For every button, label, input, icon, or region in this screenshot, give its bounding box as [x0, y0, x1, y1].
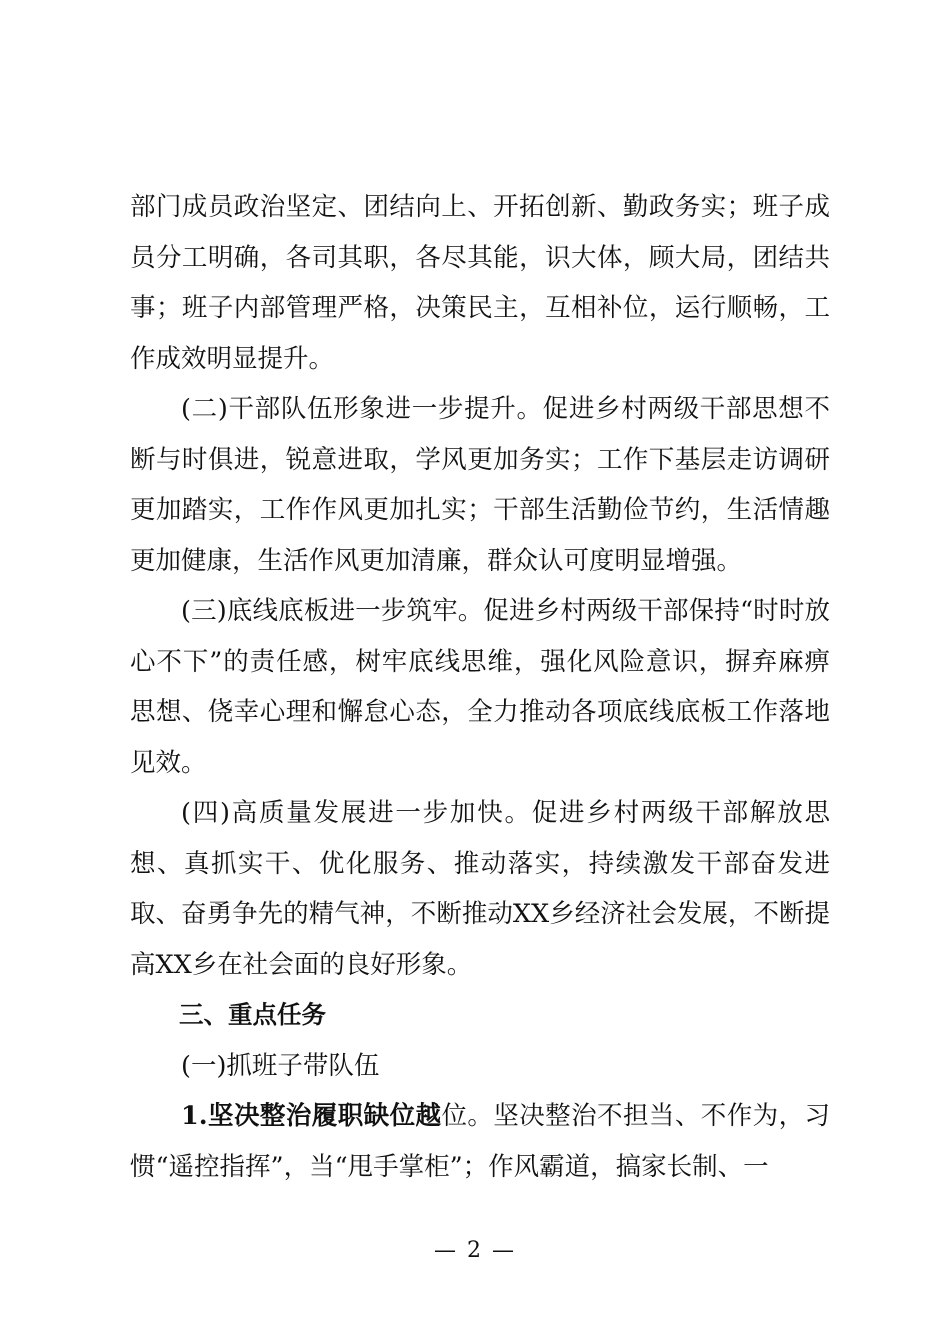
paragraph-bottom-line: (三)底线底板进一步筑牢。促进乡村两级干部保持“时时放心不下”的责任感，树牢底线思维，强化风险意识，摒弃麻痹思想、侥幸心理和懈怠心态，全力推动各项底线底板工作落地见效。	[130, 596, 830, 778]
item-1-text: 位。坚决整治不担当、不作为，习惯“遥控指挥”，当“甩手掌柜”；作风霸道，搞家长制、一	[130, 1101, 830, 1182]
subsection-heading-team-building: (一)抓班子带队伍	[181, 1050, 380, 1081]
paragraph-high-quality-development: (四)高质量发展进一步加快。促进乡村两级干部解放思想、真抓实干、优化服务、推动落实，持续激发干部奋发进取、奋勇争先的精气神，不断推动XX乡经济社会发展，不断提高XX乡在社会面的良好形象。	[130, 798, 830, 980]
section-heading-key-tasks: 三、重点任务	[179, 1000, 326, 1029]
page-number: — 2 —	[434, 1238, 516, 1263]
item-1-bold-lead: 1.坚决整治履职缺位越	[181, 1101, 442, 1131]
document-body	[130, 182, 830, 1192]
paragraph-cadre-image: (二)干部队伍形象进一步提升。促进乡村两级干部思想不断与时俱进，锐意进取，学风更加务实；工作下基层走访调研更加踏实，工作作风更加扎实；干部生活勤俭节约，生活情趣更加健康，生活作风更加清廉，群众认可度明显增强。	[130, 394, 830, 576]
item-1-paragraph	[130, 1091, 830, 1192]
paragraph-continuation: 部门成员政治坚定、团结向上、开拓创新、勤政务实；班子成员分工明确，各司其职，各尽其能，识大体，顾大局，团结共事；班子内部管理严格，决策民主，互相补位，运行顺畅，工作成效明显提升。	[130, 192, 830, 374]
